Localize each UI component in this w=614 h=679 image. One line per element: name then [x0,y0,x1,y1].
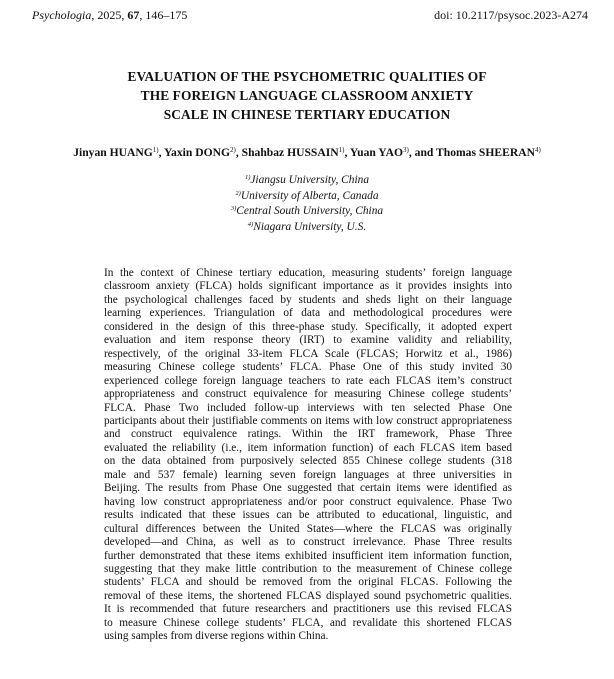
abstract-line: the psychological challenges faced by students and sheds light on their language [104,293,512,306]
abstract-line: students’ FLCA and should be removed from the original FLCAS. Following the [104,576,512,589]
abstract-line: cultural differences between the United States—where the FLCAS was originally [104,522,512,535]
affiliation-mark: 3) [230,205,237,212]
affiliation-text: Central South University, China [236,205,384,217]
author-separator: , [235,146,242,159]
abstract-line: learning experiences. Triangulation of data and methodological procedures were [104,307,512,320]
citation-pages: , 146–175 [139,8,188,22]
author-name: Yuan YAO [349,146,404,159]
author-name: Jinyan HUANG [73,146,153,159]
abstract-line: appropriateness and construct equivalence for measuring Chinese college students’ [104,388,512,401]
abstract-line: evaluated the reliability (i.e., item information function) of each FLCAS item based [104,441,512,454]
author-name: Yaxin DONG [163,146,230,159]
affiliation-mark: 2) [235,189,241,197]
affiliation-mark: 1) [244,174,251,181]
affiliation [0,189,614,205]
affiliation-list [0,173,614,235]
author-name: Shahbaz HUSSAIN [241,146,339,159]
author-affiliation-mark: 1) [338,146,345,154]
author-separator: , [344,146,350,159]
abstract-line: experienced college foreign language teachers to rate each FLCAS item’s construct [104,374,512,387]
abstract [104,267,512,644]
doi: doi: 10.2117/psysoc.2023-A274 [434,8,588,22]
abstract-line: measuring Chinese college students’ FLCA. Phase One of this study invited 30 [104,361,512,374]
abstract-line: evaluation and item response theory (IRT) to examine validity and reliability, [104,334,512,347]
author-affiliation-mark: 4) [534,146,541,154]
affiliation-mark: 4) [247,220,254,228]
article-title [60,67,554,124]
affiliation [0,204,614,220]
affiliation [0,173,614,189]
author-affiliation-mark: 3) [403,146,409,154]
abstract-line: male and 537 female) learning seven foreign languages at three universities in [104,468,512,481]
abstract-line: to measure Chinese college students’ FLCA, and revalidate this shortened FLCAS [104,616,512,629]
citation-volume: 67 [127,8,140,22]
citation [32,8,187,22]
abstract-line: further demonstrated that these items exhibited insufficient item information function, [104,549,512,562]
author-list [20,146,594,160]
abstract-line: classroom anxiety (FLCA) holds significant importance as it provides insights into [104,280,512,293]
abstract-line: In the context of Chinese tertiary education, measuring students’ foreign language [104,267,512,279]
abstract-line: on the data obtained from purposively selected 855 Chinese college students (318 [104,455,512,468]
author-affiliation-mark: 2) [230,146,236,154]
abstract-line: removal of these items, the shortened FLCAS displayed sound psychometric qualities. [104,589,512,602]
abstract-line: results indicated that these issues can be attributed to educational, linguistic, and [104,509,512,522]
title-line: SCALE IN CHINESE TERTIARY EDUCATION [163,107,451,122]
abstract-line: suggesting that they make little contribution to the measurement of Chinese college [104,562,512,575]
abstract-line: and construct equivalence ratings. Within the IRT framework, Phase Three [104,428,512,441]
affiliation [0,220,614,236]
title-line: THE FOREIGN LANGUAGE CLASSROOM ANXIETY [140,88,474,103]
abstract-line: participants about their justifiable comments on items with low construct appropriateness [104,414,512,427]
author-name: Thomas SHEERAN [436,146,535,159]
abstract-line: developed—and China, as well as to construct irrelevance. Phase Three results [104,536,512,549]
abstract-line: having low construct appropriateness and/or poor construct equivalence. Phase Two [104,495,512,508]
citation-year: , 2025, [91,8,128,22]
abstract-line: FLCA. Phase Two included follow-up interviews with ten selected Phase One [104,401,512,414]
author-separator: , [158,146,164,159]
affiliation-text: Jiangsu University, China [250,174,370,186]
title-line: EVALUATION OF THE PSYCHOMETRIC QUALITIES OF [127,69,487,84]
affiliation-text: University of Alberta, Canada [240,189,379,202]
abstract-line: Beijing. The results from Phase One suggested that certain items were identified as [104,482,512,495]
abstract-line: It is recommended that future researchers and practitioners use this revised FLCAS [104,603,512,616]
author-separator: , and [408,146,437,159]
abstract-line: considered in the design of this three-phase study. Specifically, it adopted expert [104,320,512,333]
abstract-line: using samples from diverse regions within China. [104,630,329,643]
affiliation-text: Niagara University, U.S. [253,220,367,233]
abstract-line: respectively, of the original 33-item FLCA Scale (FLCAS; Horwitz et al., 1986) [104,347,512,360]
journal-name: Psychologia [32,8,92,22]
author-affiliation-mark: 1) [152,146,159,154]
